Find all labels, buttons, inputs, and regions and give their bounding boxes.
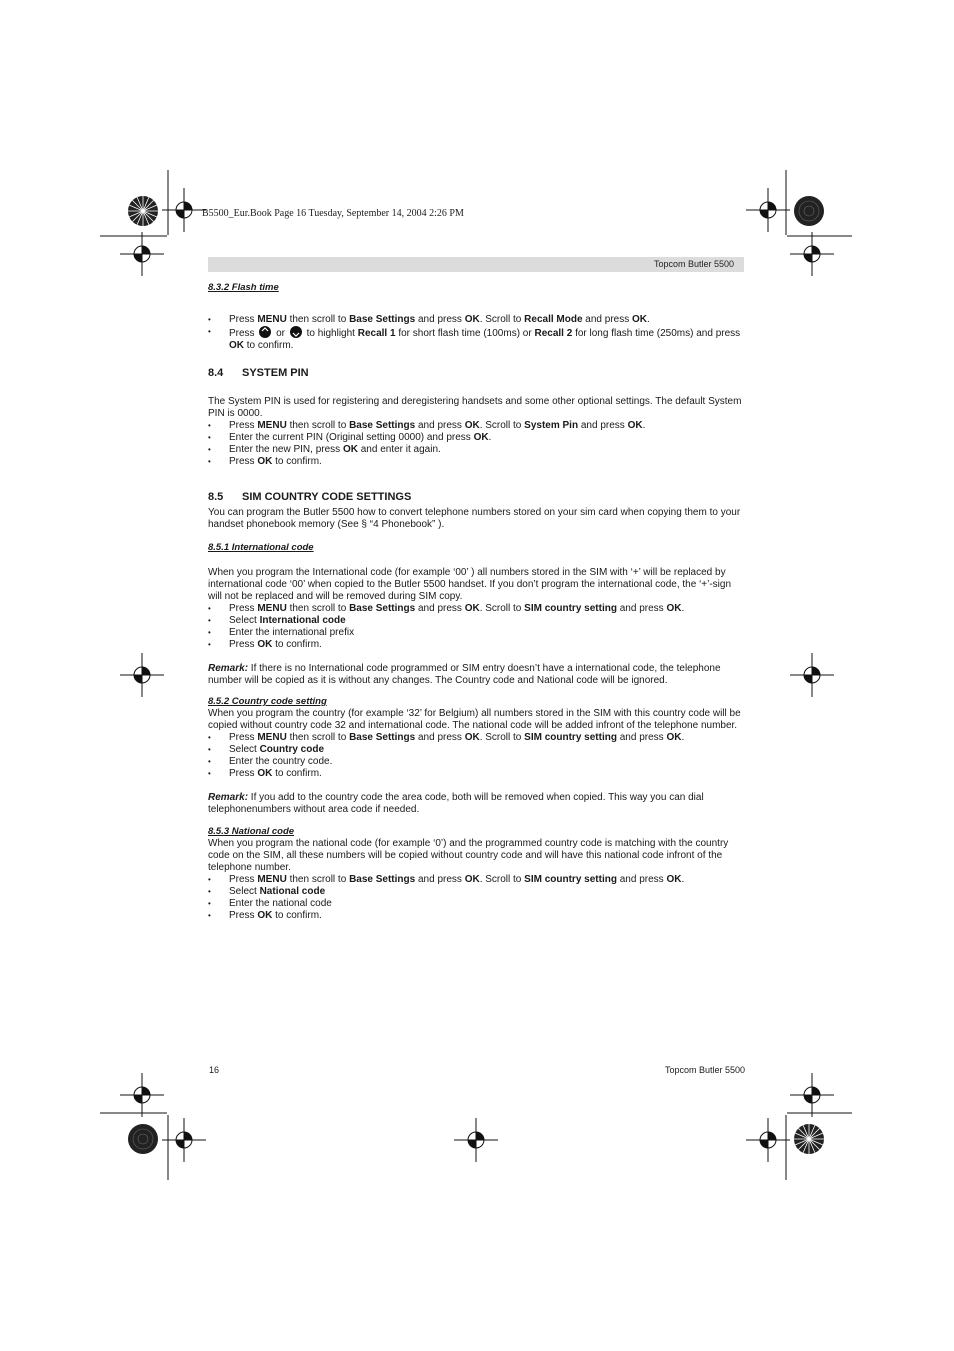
- list-item: • Press OK to confirm.: [208, 456, 744, 468]
- subsection-title-country-code-setting: 8.5.2 Country code setting: [208, 696, 327, 707]
- registration-target-icon: [120, 653, 164, 697]
- bullet-list-country: [208, 732, 744, 780]
- section-heading-sim-country-code: 8.5 SIM COUNTRY CODE SETTINGS: [208, 491, 412, 503]
- star-target-icon: [792, 194, 826, 228]
- paragraph: When you program the International code (for example ‘00’ ) all numbers stored in the SIM with ‘+’ will be replaced by international code ‘00’ when copied to the Butler 5500 handset. If you don’t program the international code, the ‘+’-sign will not be replaced and will be removed during SIM copy.: [208, 567, 732, 602]
- header-title: Topcom Butler 5500: [653, 259, 734, 269]
- list-item: • Select International code: [208, 615, 744, 627]
- list-item: • Enter the international prefix: [208, 627, 744, 639]
- paragraph: The System PIN is used for registering and deregistering handsets and some other optional settings. The default System PIN is 0000.: [208, 396, 742, 419]
- footer-title: Topcom Butler 5500: [665, 1065, 746, 1075]
- star-target-icon: [126, 1122, 160, 1156]
- bullet-list-national: [208, 874, 744, 922]
- bullet-list-flash: [208, 314, 744, 352]
- nav-down-icon: [290, 326, 302, 338]
- registration-target-icon: [162, 188, 206, 232]
- list-item: • Press OK to confirm.: [208, 910, 744, 922]
- list-item: • Select National code: [208, 886, 744, 898]
- registration-target-icon: [790, 1073, 834, 1117]
- star-target-icon: [126, 194, 160, 228]
- subsection-title-flash-time: 8.3.2 Flash time: [208, 282, 279, 293]
- list-item: • Press OK to confirm.: [208, 639, 744, 651]
- list-item: • Press MENU then scroll to Base Settings and press OK. Scroll to SIM country setting and press OK.: [208, 874, 744, 886]
- list-item: • Enter the new PIN, press OK and enter it again.: [208, 444, 744, 456]
- list-item: • Press MENU then scroll to Base Settings and press OK. Scroll to SIM country setting and press OK.: [208, 732, 744, 744]
- list-item: • Press or to highlight Recall 1 for short flash time (100ms) or Recall 2 for long flash time (250ms) and press OK to confirm.: [208, 326, 744, 352]
- registration-target-icon: [120, 1073, 164, 1117]
- page-number: 16: [209, 1065, 220, 1075]
- bullet-list-intl: [208, 603, 744, 651]
- running-header: [208, 257, 744, 272]
- list-item: • Press MENU then scroll to Base Settings and press OK. Scroll to Recall Mode and press OK.: [208, 314, 744, 326]
- remark-paragraph: Remark: If you add to the country code the area code, both will be removed when copied. This way you can dial telephonenumbers without area code if needed.: [208, 792, 704, 815]
- list-item: • Press MENU then scroll to Base Settings and press OK. Scroll to System Pin and press OK.: [208, 420, 744, 432]
- list-item: • Press MENU then scroll to Base Settings and press OK. Scroll to SIM country setting and press OK.: [208, 603, 744, 615]
- paragraph: When you program the country (for example ‘32’ for Belgium) all numbers stored in the SIM with this country code will be copied without country code 32 and international code. The national code will be added infront of the telephone number.: [208, 708, 741, 731]
- registration-target-icon: [746, 188, 790, 232]
- section-heading-system-pin: 8.4 SYSTEM PIN: [208, 367, 309, 379]
- subsection-title-international-code: 8.5.1 International code: [208, 542, 314, 553]
- registration-target-icon: [120, 232, 164, 276]
- registration-target-icon: [162, 1118, 206, 1162]
- star-target-icon: [792, 1122, 826, 1156]
- registration-target-icon: [454, 1118, 498, 1162]
- list-item: • Enter the current PIN (Original setting 0000) and press OK.: [208, 432, 744, 444]
- list-item: • Enter the national code: [208, 898, 744, 910]
- paragraph: You can program the Butler 5500 how to convert telephone numbers stored on your sim card when copying them to your handset phonebook memory (See § “4 Phonebook” ).: [208, 507, 741, 530]
- list-item: • Select Country code: [208, 744, 744, 756]
- paragraph: When you program the national code (for example ‘0’) and the programmed country code is matching with the country code on the SIM, all these numbers will be copied without country code and will have this national code infront of the telephone number.: [208, 838, 729, 873]
- registration-target-icon: [790, 232, 834, 276]
- nav-up-icon: [259, 326, 271, 338]
- bullet-list-pin: [208, 420, 744, 468]
- print-slug: B5500_Eur.Book Page 16 Tuesday, September 14, 2004 2:26 PM: [202, 208, 464, 219]
- page-content: [208, 282, 744, 922]
- registration-target-icon: [790, 653, 834, 697]
- subsection-title-national-code: 8.5.3 National code: [208, 826, 295, 837]
- remark-paragraph: Remark: If there is no International code programmed or SIM entry doesn’t have a international code, the telephone number will be copied as it is without any changes. The Country code and National code will be ignored.: [208, 663, 721, 686]
- list-item: • Enter the country code.: [208, 756, 744, 768]
- registration-target-icon: [746, 1118, 790, 1162]
- list-item: • Press OK to confirm.: [208, 768, 744, 780]
